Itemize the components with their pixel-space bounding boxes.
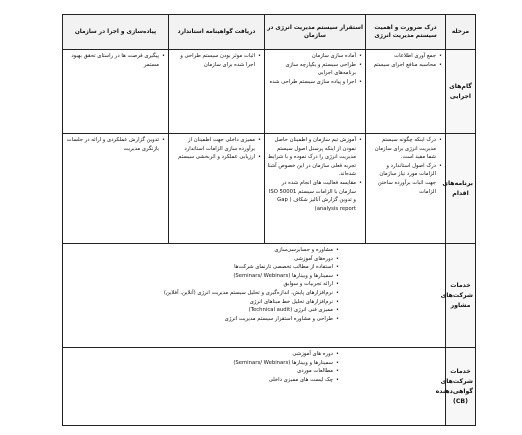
bullet-item: • طراحی و مشاوره استقرار سیستم مدیریت انرژی [65, 315, 333, 324]
bullet-item: • سمینارها و وبینارها (Seminars/ Webinars) [65, 359, 333, 368]
bullet-item: • آموزش تیم سازمان و اطمینان حاصل نمودن از اینکه پرسنل اصول سیستم مدیریت انرژی را درک نموده و با شرایط تجربه فعلی سازمان در این خصوص آشنا شده‌اند. [267, 136, 356, 179]
cell-action-col2 [265, 134, 366, 244]
cell-action-col3 [169, 134, 265, 244]
energy-management-table [62, 14, 476, 426]
stage-executive-steps: گام‌های اجرایی [446, 50, 476, 134]
bullet-item: • مقایسه فعالیت های انجام شده در سازمان با الزامات سیستم ISO 50001 و تدوین گزارش آنالیز شکاف ( Gap analysis report) [267, 179, 356, 213]
bullet-item: • طراحی سیستم و یکپارچه سازی برنامه‌های اجرایی [267, 61, 356, 78]
cell-consulting-services [63, 244, 446, 348]
stage-consulting-services: خدمات شرکت‌های مشاور [446, 244, 476, 348]
cell-action-col4 [63, 134, 169, 244]
header-row [63, 15, 476, 50]
bullet-item: • جمع آوری اطلاعات [368, 52, 436, 61]
bullet-item: • ممیزی فنی انرژی (Technical audit) [65, 306, 333, 315]
cell-executive-col1 [366, 50, 446, 134]
bullet-item: • چک لیست های ممیزی داخلی [65, 376, 333, 385]
cell-action-col1 [366, 134, 446, 244]
cell-executive-col3 [169, 50, 265, 134]
bullet-item: • ممیزی داخلی جهت اطمینان از برآورده سازی الزامات استاندارد [171, 136, 255, 153]
row-consulting-services [63, 244, 476, 348]
bullet-item: • مطالعات موردی [65, 367, 333, 376]
row-certification-services [63, 348, 476, 426]
header-implementation: پیاده‌سازی و اجرا در سازمان [63, 15, 169, 50]
bullet-item: • پیگیری فرصت ها در راستای تحقق بهبود مستمر [65, 52, 159, 69]
bullet-item: • سمینارها و وبینارها (Seminars/ Webinars) [65, 272, 333, 281]
bullet-item: • تدوین گزارش عملکردی و ارائه در جلسات بازنگری مدیریت [65, 136, 159, 153]
cell-executive-col4 [63, 50, 169, 134]
row-action-plans [63, 134, 476, 244]
header-stage: مرحله [446, 15, 476, 50]
header-certificate: دریافت گواهینامه استاندارد [169, 15, 265, 50]
header-deployment: استقرار سیستم مدیریت انرژی در سازمان [265, 15, 366, 50]
bullet-item: • محاسبه منافع اجرای سیستم [368, 61, 436, 70]
bullet-item: • اثبات موثر بودن سیستم طراحی و اجرا شده برای سازمان [171, 52, 255, 69]
bullet-item: • مشاوره و حسابرسی‌سازی [65, 246, 333, 255]
bullet-item: • ارائه تجربیات و سوابق [65, 280, 333, 289]
header-understanding: درک ضرورت و اهمیت سیستم مدیریت انرژی [366, 15, 446, 50]
cell-executive-col2 [265, 50, 366, 134]
bullet-item: • درک اصول استاندارد و الزامات مورد نیاز سازمان جهت اثبات برآورده ساختن الزامات [368, 162, 436, 196]
bullet-item: • اجرا و پیاده سازی سیستم طراحی شده [267, 78, 356, 87]
stage-action-plans: برنامه‌های اقدام [446, 134, 476, 244]
bullet-item: • استفاده از مطالب تخصصی تارنمای شرکت‌ها [65, 263, 333, 272]
cell-certification-services [63, 348, 446, 426]
bullet-item: • دوره‌های آموزشی [65, 255, 333, 264]
bullet-item: • ارزیابی عملکرد و اثربخشی سیستم [171, 153, 255, 162]
bullet-item: • دوره های آموزشی [65, 350, 333, 359]
row-executive-steps [63, 50, 476, 134]
stage-certification-services: خدمات شرکت‌های گواهی‌دهنده (CB) [446, 348, 476, 426]
bullet-item: • آماده سازی سازمان [267, 52, 356, 61]
bullet-item: • نرم‌افزارهای تحلیل خط مبناهای انرژی [65, 298, 333, 307]
bullet-item: • درک اینکه چگونه سیستم مدیریت انرژی برای سازمان شما مفید است. [368, 136, 436, 162]
bullet-item: • نرم‌افزارهای پایش، اندازه‌گیری و تحلیل سیستم مدیریت انرژی (آنلاین، آفلاین) [65, 289, 333, 298]
